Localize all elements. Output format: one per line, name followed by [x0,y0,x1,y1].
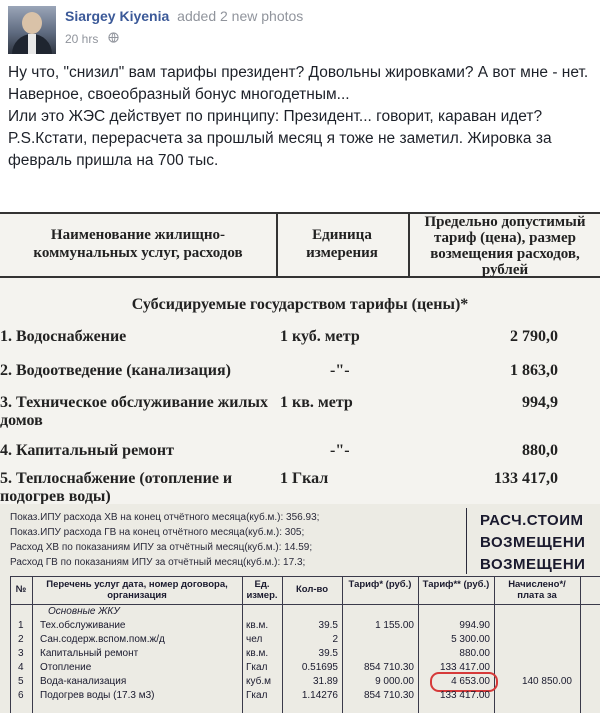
divider [10,576,11,713]
meter-reading-line: Расход ХВ по показаниям ИПУ за отчётный месяц(куб.м.): 14.59; [10,542,313,553]
bill-row-no: 4 [18,662,24,673]
tariff-row [0,394,600,434]
tariff-row-name: 2. Водоотведение (канализация) [0,362,231,379]
column-header-charged: Начислено*/ плата за [508,579,566,601]
bill-row-service: Сан.содерж.вспом.пом.ж/д [40,634,165,645]
divider [10,604,600,605]
column-header-unit: Единица измерения [306,227,378,261]
column-header-no: № [15,584,27,595]
tariff-row-unit: -"- [330,362,350,379]
bill-row-tariff2: 880.00 [459,648,490,659]
bill-row-tariff2: 133 417.00 [439,690,490,701]
bill-row-qty: 1.14276 [301,690,338,701]
avatar[interactable] [8,6,56,54]
globe-icon[interactable] [108,32,119,46]
bill-row-qty: 0.51695 [301,662,338,673]
post-meta [65,32,119,46]
tariff-row [0,470,600,504]
bill-row-qty: 2 [332,634,338,645]
divider [418,576,419,713]
avatar-shirt [28,34,36,54]
bill-row-qty: 31.89 [312,676,338,687]
tariff-row-name: 1. Водоснабжение [0,328,127,345]
tariff-row-unit: -"- [330,442,350,459]
divider [580,576,581,713]
tariff-row-unit: 1 Гкал [280,470,329,487]
bill-row-unit: Гкал [246,690,268,701]
bill-row-tariff2: 133 417.00 [439,662,490,673]
bill-row-service: Подогрев воды (17.3 м3) [40,690,155,701]
column-header-unit: Ед. измер. [246,579,278,601]
bill-row-tariff1: 9 000.00 [375,676,414,687]
avatar-head [22,12,42,34]
bill-row-service: Капитальный ремонт [40,648,139,659]
tariff-row-name: 3. Техническое обслуживание жилых домов [0,394,268,429]
bill-row-no: 1 [18,620,24,631]
post-text-line: Ну что, "снизил" вам тарифы президент? Довольны жировками? А вот мне - нет. Наверное, своеобразный бонус многодетным... [8,64,589,103]
author-name-link[interactable]: Siargey Kiyenia [65,8,170,24]
red-circle-highlight [430,672,498,692]
bill-row-unit: куб.м [246,676,271,687]
calc-header-line: РАСЧ.СТОИМ [480,512,584,529]
bill-row-qty: 39.5 [318,648,338,659]
subsidized-subtitle: Субсидируемые государством тарифы (цены)* [131,296,469,313]
post-timestamp[interactable]: 20 hrs [65,32,99,46]
bill-row-service: Вода-канализация [40,676,127,687]
tariff-row-rate: 1 863,0 [510,362,558,379]
bill-row-unit: чел [246,634,263,645]
bill-row-tariff2: 994.90 [459,620,490,631]
meter-reading-line: Показ.ИПУ расхода ГВ на конец отчётного месяца(куб.м.): 305; [10,527,305,538]
bill-row-no: 5 [18,676,24,687]
section-label: Основные ЖКУ [48,606,120,617]
bill-row-tariff1: 1 155.00 [375,620,414,631]
tariff-row-name: 4. Капитальный ремонт [0,442,174,459]
bill-row-tariff1: 854 710.30 [363,662,414,673]
tariff-row-unit: 1 куб. метр [280,328,360,345]
post-text [8,62,592,172]
bill-row-tariff2: 5 300.00 [451,634,490,645]
bill-row-no: 6 [18,690,24,701]
bill-row-charged: 140 850.00 [521,676,572,687]
bill-row-no: 3 [18,648,24,659]
column-header-tariff2: Тариф** (руб.) [422,579,490,590]
calc-header-line: ВОЗМЕЩЕНИ [480,556,586,573]
tariff-row-rate: 994,9 [522,394,558,411]
column-header-rate: Предельно допустимый тариф (цена), размер возмещения расходов, рублей [424,214,586,278]
bill-row-service: Отопление [40,662,92,673]
post-header [8,6,592,54]
bill-row-qty: 39.5 [318,620,338,631]
bill-row-service: Тех.обслуживание [40,620,126,631]
column-header-tariff1: Тариф* (руб.) [348,579,412,590]
tariff-row-rate: 133 417,0 [494,470,558,487]
bill-row-no: 2 [18,634,24,645]
tariff-row-unit: 1 кв. метр [280,394,353,411]
bill-row-unit: кв.м. [246,620,269,631]
column-header-qty: Кол-во [295,584,329,595]
post-text-line: P.S.Кстати, перерасчета за прошлый месяц я тоже не заметил. Жировка за февраль пришла на 700 тыс. [8,130,552,169]
photo-tariff-document[interactable] [0,212,600,504]
divider [10,576,600,577]
post-text-line: Или это ЖЭС действует по принципу: Президент... говорит, караван идет? [8,108,543,125]
post-action-text: added 2 new photos [177,8,304,24]
author-line [65,8,303,24]
bill-row-unit: кв.м. [246,648,269,659]
tariff-row-rate: 2 790,0 [510,328,558,345]
column-header-service: Наименование жилищно-коммунальных услуг, расходов [33,227,243,261]
photo-utility-bill[interactable] [0,504,600,713]
column-header-service: Перечень услуг дата, номер договора, организация [46,579,228,601]
tariff-row-name: 5. Теплоснабжение (отопление и подогрев воды) [0,470,233,504]
divider [342,576,343,713]
tariff-row-rate: 880,0 [522,442,558,459]
calc-header-line: ВОЗМЕЩЕНИ [480,534,586,551]
bill-row-tariff2-highlighted: 4 653.00 [451,676,490,687]
bill-row-unit: Гкал [246,662,268,673]
meter-reading-line: Расход ГВ по показаниям ИПУ за отчётный месяц(куб.м.): 17.3; [10,557,306,568]
divider [282,576,283,713]
meter-reading-line: Показ.ИПУ расхода ХВ на конец отчётного месяца(куб.м.): 356.93; [10,512,320,523]
bill-row-tariff1: 854 710.30 [363,690,414,701]
